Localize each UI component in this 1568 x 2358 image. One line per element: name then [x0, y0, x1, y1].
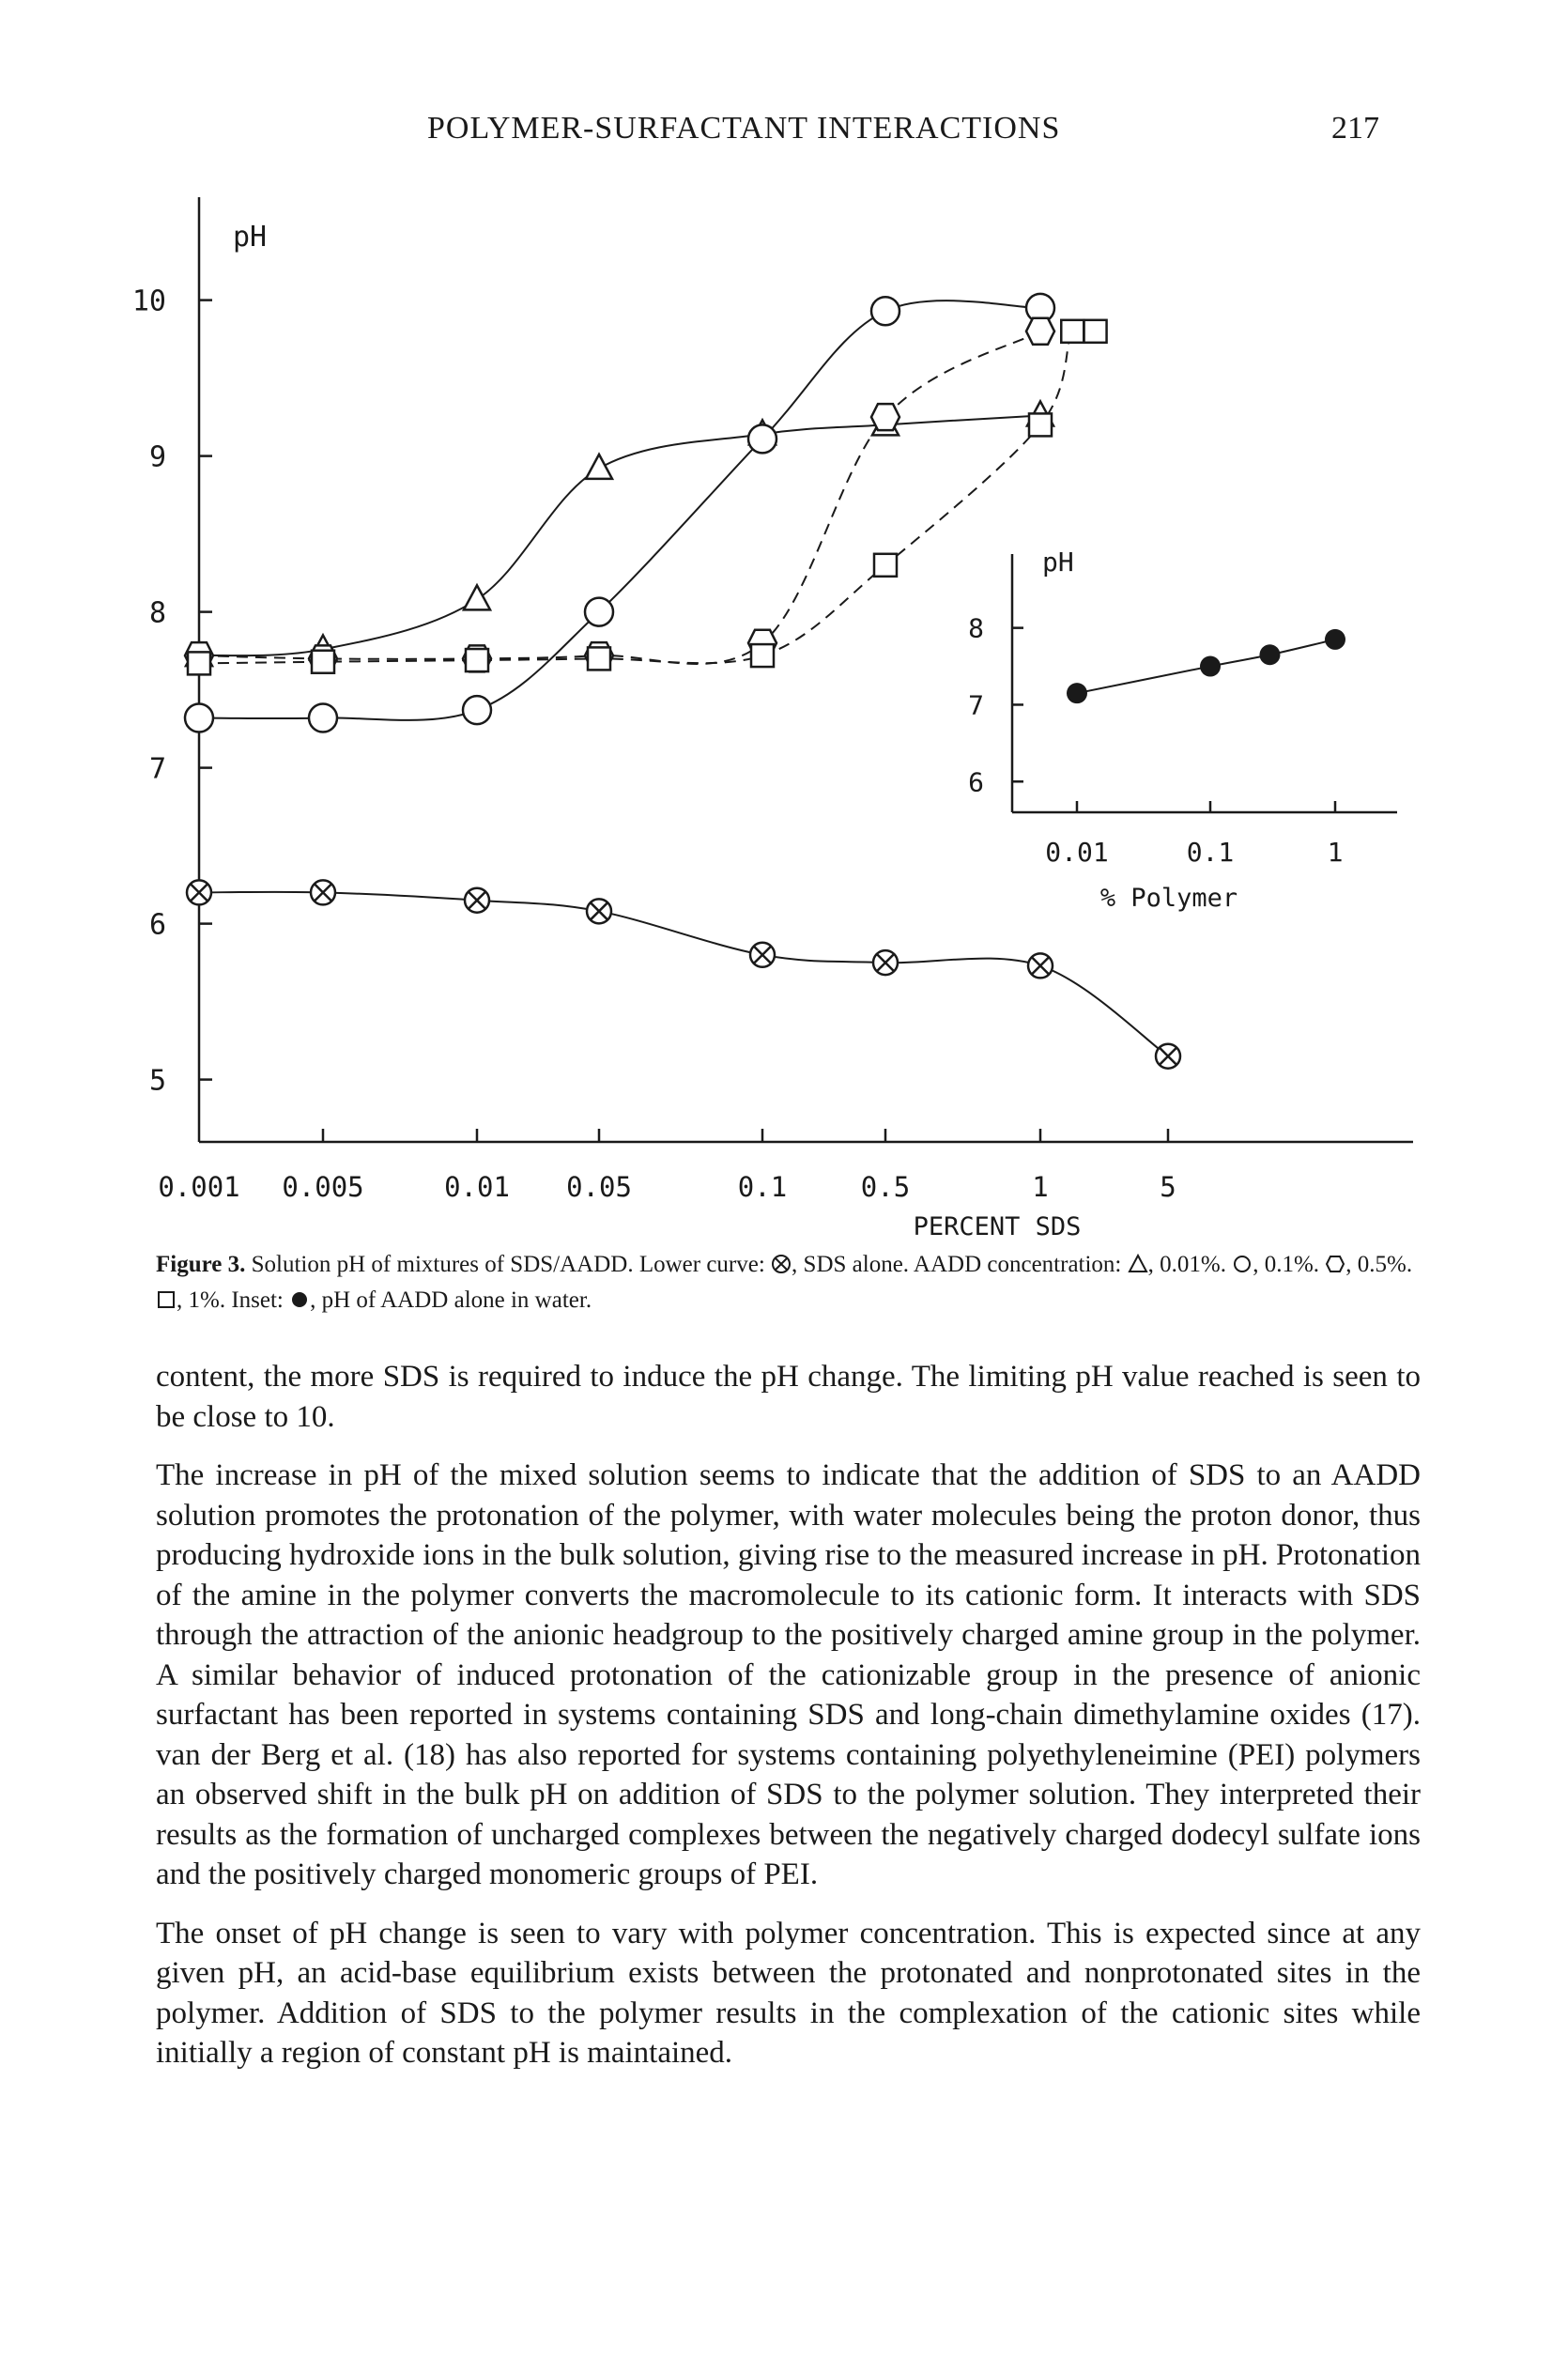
- inset-x-tick-label: 1: [1327, 837, 1344, 868]
- data-point-circle: [585, 598, 613, 626]
- main-y-axis-label: pH: [233, 221, 268, 254]
- inset-y-tick-label: 7: [968, 689, 984, 721]
- main-x-tick-label: 0.1: [737, 1171, 788, 1203]
- data-point-square: [1084, 320, 1107, 343]
- data-point-square: [751, 644, 774, 667]
- main-y-tick-label: 5: [148, 1064, 166, 1098]
- series-sds-alone: [187, 880, 1180, 1068]
- data-point-circle-x: [187, 880, 211, 904]
- data-point-circle: [871, 297, 899, 325]
- page-number: 217: [1331, 111, 1379, 146]
- triangle-symbol-icon: [1128, 1254, 1148, 1274]
- paragraph-3: The onset of pH change is seen to vary with polymer concentration. This is expected since at any given pH, an acid-base equilibrium exists between the protonated and nonprotonated sites in the polymer. Addition of SDS to the polymer results in the complexation of the cationic sites while initially a region of constant pH is maintained.: [156, 1916, 1421, 2070]
- data-point-triangle: [464, 585, 490, 609]
- main-y-tick-label: 6: [148, 908, 166, 942]
- data-point-circle-x: [873, 950, 898, 975]
- series-aadd-0-01-: [186, 401, 1053, 666]
- caption-text-2: , SDS alone. AADD concentration:: [792, 1252, 1128, 1277]
- data-point-square: [1061, 320, 1084, 343]
- inset-x-axis-label: % Polymer: [1099, 884, 1238, 913]
- figure-caption: [156, 1247, 1419, 1318]
- data-point-filled-circle: [1200, 656, 1221, 677]
- body-text: [156, 1357, 1421, 2092]
- inset-chart: [968, 554, 1397, 868]
- filled-circle-symbol-icon: [289, 1289, 310, 1310]
- data-point-filled-circle: [1067, 683, 1087, 703]
- data-point-circle: [309, 703, 337, 732]
- main-series: [185, 294, 1180, 1069]
- main-x-tick-label: 1: [1032, 1171, 1049, 1203]
- series-line: [199, 324, 1096, 663]
- main-y-tick-label: 9: [148, 440, 166, 474]
- main-x-tick-label: 0.01: [444, 1171, 510, 1203]
- data-point-circle-x: [587, 899, 611, 923]
- data-point-hexagon: [871, 404, 899, 430]
- main-y-tick-label: 10: [131, 285, 166, 318]
- inset-x-tick-label: 0.1: [1186, 837, 1235, 868]
- data-point-square: [312, 651, 334, 673]
- data-point-square: [188, 652, 210, 674]
- data-point-circle: [748, 424, 776, 453]
- inset-y-tick-label: 8: [968, 612, 984, 644]
- series-line: [199, 415, 1040, 655]
- main-x-tick-label: 0.001: [158, 1171, 240, 1203]
- caption-text-3: , 0.01%.: [1147, 1252, 1233, 1277]
- circle-x-symbol-icon: [771, 1254, 792, 1274]
- data-point-triangle: [586, 455, 612, 479]
- paragraph-2: The increase in pH of the mixed solution seems to indicate that the addition of SDS to an AADD solution promotes the protonation of the polymer, with water molecules being the proton donor, thus producing hydroxide ions in the bulk solution, giving rise to the measured increase in pH. Protonation of the amine in the polymer converts the macromolecule to its cationic form. It interacts with SDS through the attraction of the anionic headgroup to the positively charged amine group in the polymer. A similar behavior of induced protonation of the cationizable group in the presence of anionic surfactant has been reported in systems containing SDS and long-chain dimethylamine oxides (17). van der Berg et al. (18) has also reported for systems containing polyethyleneimine (PEI) polymers an observed shift in the bulk pH on addition of SDS to the polymer solution. They interpreted their results as the formation of uncharged complexes between the negatively charged dodecyl sulfate ions and the positively charged monomeric groups of PEI.: [156, 1458, 1421, 1891]
- main-x-axis-label: PERCENT SDS: [913, 1212, 1082, 1240]
- running-title: POLYMER-SURFACTANT INTERACTIONS: [427, 111, 1061, 146]
- hexagon-symbol-icon: [1325, 1254, 1345, 1274]
- data-point-circle: [185, 703, 213, 732]
- caption-text-4: , 0.1%.: [1253, 1252, 1326, 1277]
- data-point-square: [874, 554, 897, 577]
- data-point-circle-x: [465, 888, 489, 913]
- caption-text-7: , pH of AADD alone in water.: [310, 1287, 592, 1313]
- circle-symbol-icon: [1232, 1254, 1253, 1274]
- series-aadd-0-5-: [185, 318, 1054, 672]
- main-tick-labels: [132, 285, 1176, 1203]
- main-x-tick-label: 0.5: [860, 1171, 911, 1203]
- figure-3-chart: [0, 188, 1568, 1240]
- data-point-hexagon: [1026, 318, 1054, 345]
- main-y-tick-label: 8: [148, 596, 166, 630]
- data-point-circle: [463, 696, 491, 724]
- main-x-tick-label: 0.05: [566, 1171, 632, 1203]
- data-point-square: [1029, 413, 1052, 436]
- data-point-circle-x: [311, 880, 335, 904]
- page-header: [0, 111, 1568, 167]
- data-point-filled-circle: [1259, 644, 1280, 665]
- data-point-square: [466, 649, 488, 671]
- data-point-filled-circle: [1325, 629, 1345, 650]
- inset-y-axis-label: pH: [1042, 547, 1074, 578]
- series-line: [199, 331, 1040, 664]
- data-point-square: [588, 647, 610, 670]
- series-line: [199, 892, 1168, 1056]
- main-y-tick-label: 7: [148, 752, 166, 786]
- main-x-tick-label: 5: [1160, 1171, 1176, 1203]
- main-axes: [199, 197, 1413, 1142]
- data-point-circle-x: [1156, 1044, 1180, 1069]
- inset-x-tick-label: 0.01: [1045, 837, 1109, 868]
- caption-text-5: , 0.5%.: [1345, 1252, 1413, 1277]
- data-point-circle-x: [1028, 953, 1053, 978]
- caption-text-1: Solution pH of mixtures of SDS/AADD. Lower curve:: [251, 1252, 772, 1277]
- square-symbol-icon: [156, 1289, 177, 1310]
- paragraph-1: content, the more SDS is required to induce the pH change. The limiting pH value reached is seen to be close to 10.: [156, 1360, 1421, 1434]
- inset-y-tick-label: 6: [968, 766, 984, 798]
- main-x-tick-label: 0.005: [282, 1171, 364, 1203]
- data-point-circle-x: [750, 943, 775, 967]
- caption-text-6: , 1%. Inset:: [177, 1287, 290, 1313]
- figure-label: Figure 3.: [156, 1252, 246, 1277]
- inset-series-aadd-alone: [1067, 629, 1345, 703]
